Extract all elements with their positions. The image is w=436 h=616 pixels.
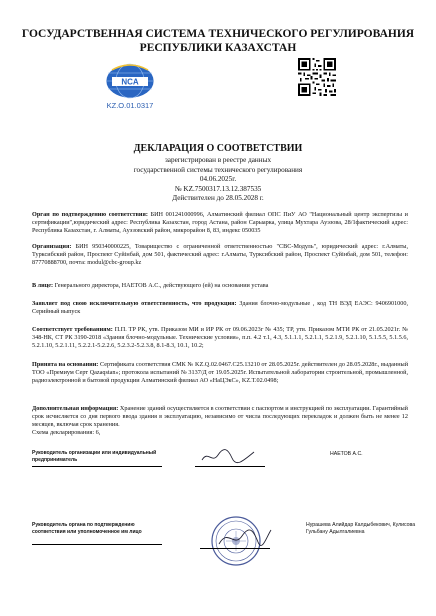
org-head-label-underline [32, 466, 162, 467]
extra-info-text: Хранение зданий осуществляется в соответствии с паспортом и инструкцией по эксплуатации. Гарантийный срок исчисляется со дня первого ввода здания в эксплуатацию, независимо от числа последующих перекладок и должен быть не менее 12 месяцев, включая срок хранения. [32, 405, 408, 428]
accreditation-number: KZ.O.01.0317 [106, 101, 154, 110]
organ-head-name-block [306, 522, 416, 535]
claim-label: Заявляет под свою исключительную ответственность, что продукция: [32, 300, 237, 307]
organ-head-label-underline [32, 544, 162, 545]
org-head-name: НАЕТОВ А.С. [330, 451, 363, 457]
organ-text: БИН 001241000996, Алматинский филиал ОПС ПиУ АО "Национальный центр экспертизы и сертификации",юридический адрес: Республика Казахстан, город Астана, район Сарыарка, улица Мухтара Ауэзова, 28/1фактический адрес: Республика Казахстан, г. Алматы, Ауэзовский район, микрорайон 8, 83, индекс 050035 [32, 211, 408, 234]
organ-head-signature-icon [216, 526, 274, 550]
declaration-number: № KZ.7500317.13.12.387535 [174, 184, 262, 193]
requirements-label: Соответствует требованиям: [32, 326, 113, 333]
claim-section [32, 300, 408, 316]
extra-info-label: Дополнительная информация: [32, 405, 119, 412]
basis-label: Принята на основании: [32, 361, 99, 368]
org-head-signature-line [195, 466, 265, 467]
organ-head-name-line2: Гульбану Адылгалиевна [306, 528, 365, 535]
qr-code-icon[interactable] [298, 58, 336, 96]
extra-info-section [32, 405, 408, 437]
header-title-line2: РЕСПУБЛИКИ КАЗАХСТАН [139, 42, 297, 54]
organ-label: Орган по подтверждению соответствия: [32, 211, 148, 218]
document-header [0, 27, 436, 55]
person-section [32, 282, 408, 290]
organ-head-signature-line [200, 548, 270, 549]
organization-text: БИН 950340000225, Товарищество с ограниченной ответственностью "СВС-Модуль", юридический адрес: г.Алматы, Турксибский район, Проспект Суйінбай, дом 501, фактический адрес: г.Алматы, Турксибский район, Проспект Суйінбай, дом 501, телефон: 87770888700, почта: modul@cbc-group.kz [32, 243, 408, 266]
scheme-text: Схема декларирования: 6, [32, 429, 101, 436]
organization-label: Организация: [32, 243, 72, 250]
registration-line2: государственной системы технического регулирования [133, 165, 303, 174]
organ-head-label: Руководитель органа по подтверждению соответствия или уполномоченное им лицо [32, 522, 142, 535]
organ-head-name-line1: Нурашева Алийдар Калдыбекович, Кулисова [306, 522, 416, 528]
org-head-label: Руководитель организации или индивидуальный предприниматель [32, 450, 157, 463]
requirements-section [32, 326, 408, 350]
org-head-signature-icon [198, 446, 258, 466]
declaration-title: ДЕКЛАРАЦИЯ О СООТВЕТСТВИИ [133, 143, 303, 154]
claim-text: Здания блочно-модульные , код ТН ВЭД ЕАЭС: 9406901000, Серийный выпуск [32, 300, 408, 315]
requirements-text: П.П. ТР РК, утв. Приказом МИ и ИР РК от 09.06.2023г № 435; ТР, утв. Приказом МТИ РК от 21.05.2021г. № 348-НК, СТ РК 3190-2018 «Здания блочно-модульные. Технические условия», п.п. 4.2 т.1, 4.3, 5.1.1.1, 5.2.1.1, 5.2.1.9, 5.2.1.10, 5.1.5.5, 5.1.5.6, 5.2.1.10, 5.2.1.11, 5.2.2.1-5.2.2.6, 5.2.3.2-5.2.3.8, 8.1-8.3, 10.1, 10.2; [32, 326, 408, 349]
nca-logo-icon [104, 62, 156, 100]
registration-line1: зарегистрирован в реестре данных [164, 156, 272, 164]
basis-text: Сертификата соответствия СМК № KZ.Q.02.0467.C25.13210 от 28.05.2025г. действителен до 28.05.2028г., выданный ТОО «Премиум Серт Qazaqstan»; протокола испытаний № 3137/Д от 19.05.2025г. Испытательной лаборатории строительной, промышленной, радиоэлектронной и бытовой продукции Алматинский филиал АО «НаЦЭкС», KZ.T.02.0498; [32, 361, 409, 384]
person-text: Генерального директора, НАЕТОВ А.С., действующего (ей) на основании устава [54, 282, 269, 289]
nca-logo-text: NCA [121, 77, 139, 87]
person-label: В лице: [32, 282, 54, 289]
header-title-line1: ГОСУДАРСТВЕННАЯ СИСТЕМА ТЕХНИЧЕСКОГО РЕГУЛИРОВАНИЯ [21, 28, 415, 40]
declaration-registration-block [60, 156, 376, 204]
basis-section [32, 361, 408, 385]
validity-date: Действителен до 28.05.2028 г. [172, 194, 264, 202]
organization-section [32, 243, 408, 267]
organ-section [32, 211, 408, 235]
registration-date: 04.06.2025г. [199, 175, 237, 183]
